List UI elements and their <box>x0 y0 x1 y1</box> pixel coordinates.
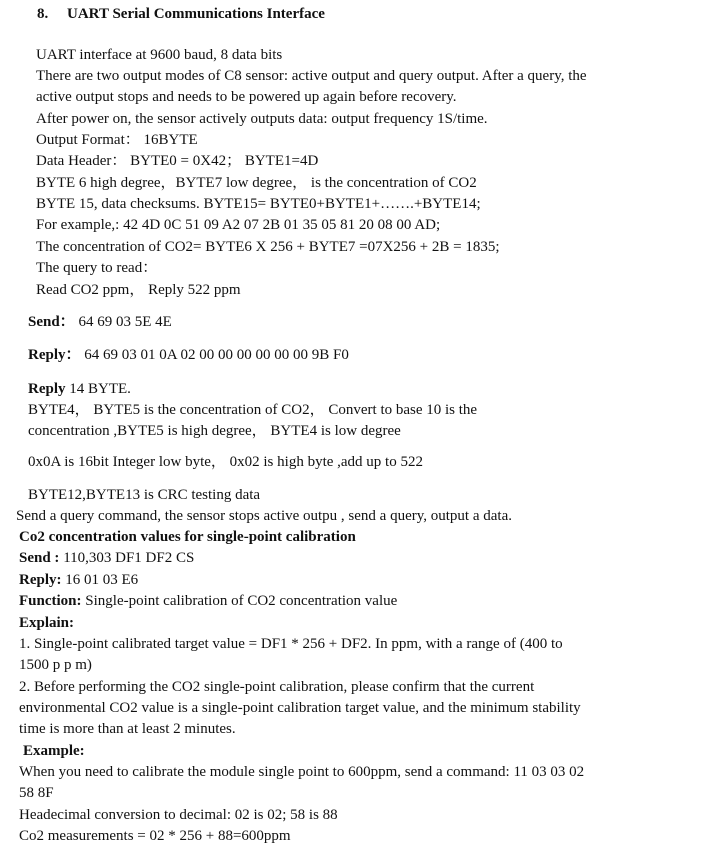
intro-line: active output stops and needs to be powered up again before recovery. <box>36 89 457 105</box>
section-title: UART Serial Communications Interface <box>67 6 325 22</box>
example-line: Co2 measurements = 02 * 256 + 88=600ppm <box>19 828 291 844</box>
reply-value: 64 69 03 01 0A 02 00 00 00 00 00 00 9B F0 <box>84 347 349 363</box>
reply14-label: Reply <box>28 381 66 397</box>
explain-line: 2. Before performing the CO2 single-point calibration, please confirm that the current <box>19 679 535 695</box>
send-label: Send： <box>28 314 75 330</box>
send-value: 64 69 03 5E 4E <box>78 314 172 330</box>
intro-line: After power on, the sensor actively outputs data: output frequency 1S/time. <box>36 111 488 127</box>
byte-line: 0x0A is 16bit Integer low byte， 0x02 is high byte ,add up to 522 <box>28 454 423 470</box>
calib-reply <box>19 571 138 589</box>
intro-line: Data Header： BYTE0 = 0X42； BYTE1=4D <box>36 153 319 169</box>
calib-reply-value: 16 01 03 E6 <box>65 572 139 588</box>
byte-line: BYTE4， BYTE5 is the concentration of CO2， Convert to base 10 is the <box>28 402 478 418</box>
calib-function <box>19 592 397 610</box>
intro-line: The concentration of CO2= BYTE6 X 256 + BYTE7 =07X256 + 2B = 1835; <box>36 239 500 255</box>
example-line: 58 8F <box>19 785 54 801</box>
calib-title: Co2 concentration values for single-point calibration <box>19 529 356 545</box>
byte-line: BYTE12,BYTE13 is CRC testing data <box>28 487 261 503</box>
intro-line: The query to read： <box>36 260 158 276</box>
reply-length <box>28 380 131 398</box>
explain-line: 1. Single-point calibrated target value = DF1 * 256 + DF2. In ppm, with a range of (400 to <box>19 636 563 652</box>
explain-line: environmental CO2 value is a single-point calibration target value, and the minimum stability <box>19 700 581 716</box>
intro-line: There are two output modes of C8 sensor: active output and query output. After a query, the <box>36 68 587 84</box>
explain-label: Explain: <box>19 615 75 631</box>
intro-line: UART interface at 9600 baud, 8 data bits <box>36 47 283 63</box>
example-label: Example: <box>23 743 85 759</box>
query-send <box>28 313 172 331</box>
query-note: Send a query command, the sensor stops active outpu , send a query, output a data. <box>16 508 512 524</box>
intro-line: Output Format： 16BYTE <box>36 132 198 148</box>
query-reply <box>28 346 349 364</box>
explain-line: time is more than at least 2 minutes. <box>19 721 236 737</box>
intro-line: BYTE 6 high degree，BYTE7 low degree， is the concentration of CO2 <box>36 175 477 191</box>
intro-line: Read CO2 ppm， Reply 522 ppm <box>36 282 241 298</box>
intro-line: For example,: 42 4D 0C 51 09 A2 07 2B 01 35 05 81 20 08 00 AD; <box>36 217 441 233</box>
calib-send-value: 110,303 DF1 DF2 CS <box>63 550 195 566</box>
reply14-value: 14 BYTE. <box>69 381 131 397</box>
function-value: Single-point calibration of CO2 concentration value <box>85 593 398 609</box>
function-label: Function: <box>19 593 82 609</box>
example-line: When you need to calibrate the module single point to 600ppm, send a command: 11 03 03 02 <box>19 764 585 780</box>
section-number: 8. <box>37 6 49 22</box>
explain-line: 1500 p p m) <box>19 657 92 673</box>
example-line: Headecimal conversion to decimal: 02 is 02; 58 is 88 <box>19 807 338 823</box>
intro-line: BYTE 15, data checksums. BYTE15= BYTE0+BYTE1+…….+BYTE14; <box>36 196 481 212</box>
calib-send-label: Send : <box>19 550 60 566</box>
calib-reply-label: Reply: <box>19 572 62 588</box>
reply-label: Reply： <box>28 347 81 363</box>
calib-send <box>19 549 194 567</box>
byte-line: concentration ,BYTE5 is high degree， BYTE4 is low degree <box>28 423 401 439</box>
